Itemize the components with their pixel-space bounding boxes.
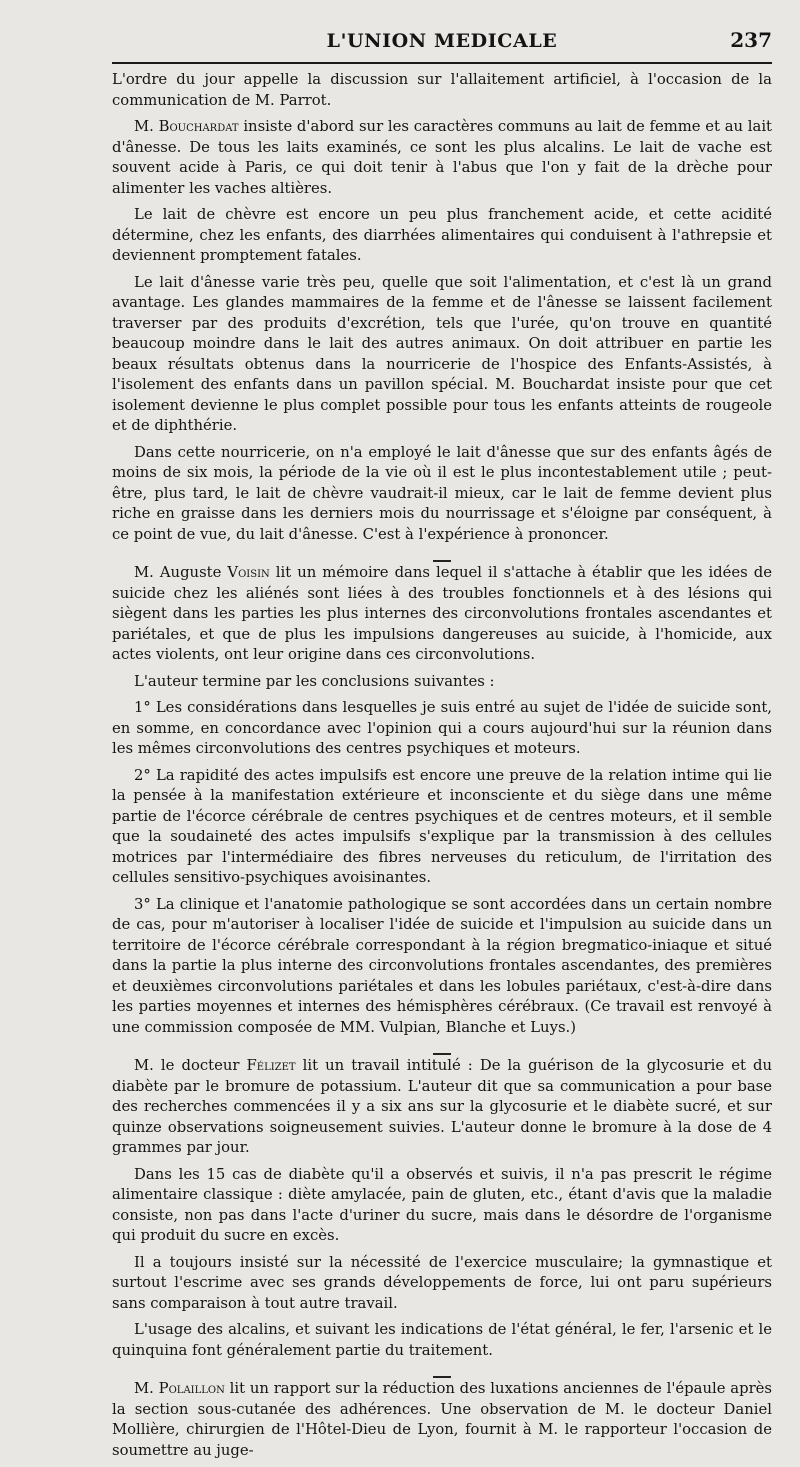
article-body xyxy=(112,70,772,1467)
paragraph-polaillon: M. Polaillon lit un rapport sur la réduction des luxations anciennes de l'épaule après la section sous-cutanée des adhérences. Une observation de M. le docteur Daniel Mollière, chirurgien de l'Hôtel-Dieu de Lyon, fournit à M. le rapporteur l'occasion de soumettre au juge- xyxy=(112,1380,772,1459)
paragraph-felizet: M. le docteur Félizet lit un travail intitulé : De la guérison de la glycosurie et du diabète par le bromure de potassium. L'auteur dit que sa communication a pour base des recherches commencées il y a six ans sur la glycosurie et le diabète sucré, et sur quinze observations soigneusement suivies. L'auteur donne le bromure à la dose de 4 grammes par jour. xyxy=(112,1057,772,1156)
header-rule xyxy=(112,62,772,64)
paragraph: Il a toujours insisté sur la nécessité de l'exercice musculaire; la gymnastique et surtout l'escrime avec ses grands développements de force, lui ont paru supérieurs sans comparaison à tout autre travail. xyxy=(112,1253,772,1312)
paragraph: Dans cette nourricerie, on n'a employé le lait d'ânesse que sur des enfants âgés de moins de six mois, la période de la vie où il est le plus incontestablement utile ; peut-être, plus tard, le lait de chèvre vaudrait-il mieux, car le lait de femme devient plus riche en graisse dans les derniers mois du nourrissage et s'éloigne par conséquent, à ce point de vue, du lait d'ânesse. C'est à l'expérience à prononcer. xyxy=(112,443,772,543)
paragraph-bouchardat: M. Bouchardat insiste d'abord sur les caractères communs au lait de femme et au lait d'ânesse. De tous les laits examinés, ce sont les plus alcalins. Le lait de vache est souvent acide à Paris, ce qui doit tenir à l'abus que l'on y fait de la drèche pour alimenter les vaches altières. xyxy=(112,118,773,197)
speaker-name: Polaillon xyxy=(158,1380,225,1397)
paragraph: L'usage des alcalins, et suivant les indications de l'état général, le fer, l'arsenic et le quinquina font généralement partie du traitement. xyxy=(112,1321,772,1359)
section-separator xyxy=(112,551,772,559)
speaker-name: Voisin xyxy=(227,564,270,581)
speaker-name: Bouchardat xyxy=(158,118,239,135)
conclusion-1: 1° Les considérations dans lesquelles je suis entré au sujet de l'idée de suicide sont, en somme, en concordance avec l'opinion qui a cours aujourd'hui sur la réunion dans les mêmes circonvolutions des centres psychiques et moteurs. xyxy=(112,699,772,757)
running-title: L'UNION MEDICALE xyxy=(326,30,558,52)
paragraph: L'auteur termine par les conclusions suivantes : xyxy=(134,672,495,690)
paragraph: Le lait de chèvre est encore un peu plus franchement acide, et cette acidité détermine, chez les enfants, des diarrhées alimentaires qui conduisent à l'athrepsie et deviennent promptement fatales. xyxy=(112,206,772,264)
paragraph: Dans les 15 cas de diabète qu'il a observés et suivis, il n'a pas prescrit le régime alimentaire classique : diète amylacée, pain de gluten, etc., étant d'avis que la maladie consiste, non pas dans l'acte d'uriner du sucre, mais dans le désordre de l'organisme qui produit du sucre en excès. xyxy=(112,1165,772,1244)
speaker-name: Félizet xyxy=(246,1057,296,1074)
paragraph-voisin: M. Auguste Voisin lit un mémoire dans lequel il s'attache à établir que les idées de suicide chez les aliénés sont liées à des troubles fonctionnels et à des lésions qui siègent dans les parties les plus internes des circonvolutions frontales ascendantes et pariétales, et que de plus les impulsions dangereuses au suicide, à l'homicide, aux actes violents, ont leur origine dans ces circonvolutions. xyxy=(112,564,772,663)
page-number: 237 xyxy=(730,28,772,52)
section-separator xyxy=(112,1044,772,1052)
paragraph: Le lait d'ânesse varie très peu, quelle que soit l'alimentation, et c'est là un grand avantage. Les glandes mammaires de la femme et de l'ânesse se laissent facilement traverser par des produits d'excrétion, tels que l'urée, qu'on trouve en quantité beaucoup moindre dans le lait des autres animaux. On doit attribuer en partie les beaux résultats obtenus dans la nourricerie de l'hospice des Enfants-Assistés, à l'isolement des enfants dans un pavillon spécial. M. Bouchardat insiste pour que cet isolement devienne le plus complet possible pour tous les enfants atteints de rougeole et de diphthérie. xyxy=(112,273,772,434)
section-separator xyxy=(112,1367,772,1375)
conclusion-3: 3° La clinique et l'anatomie pathologique se sont accordées dans un certain nombre de cas, pour m'autoriser à localiser l'idée de suicide et l'impulsion au suicide dans un territoire de l'écorce cérébrale correspondant à la région bregmatico-iniaque et situé dans la partie la plus interne des circonvolutions frontales ascendantes, des premières et deuxièmes circonvolutions pariétales et dans les lobules pariétaux, c'est-à-dire dans les parties moyennes et internes des hémisphères cérébraux. (Ce travail est renvoyé à une commission composée de MM. Vulpian, Blanche et Luys.) xyxy=(112,895,772,1036)
page-header xyxy=(112,22,772,52)
conclusion-2: 2° La rapidité des actes impulsifs est encore une preuve de la relation intime qui lie la pensée à la manifestation extérieure et inconsciente et du siège dans une même partie de l'écorce cérébrale de centres psychiques et de centres moteurs, et il semble que la soudaineté des actes impulsifs s'explique par la transmission à des cellules motrices par l'intermédiaire des fibres nerveuses du reticulum, de l'irritation des cellules sensitivo-psychiques avoisinantes. xyxy=(112,766,772,886)
paragraph-agenda: L'ordre du jour appelle la discussion sur l'allaitement artificiel, à l'occasion de la communication de M. Parrot. xyxy=(112,71,772,109)
